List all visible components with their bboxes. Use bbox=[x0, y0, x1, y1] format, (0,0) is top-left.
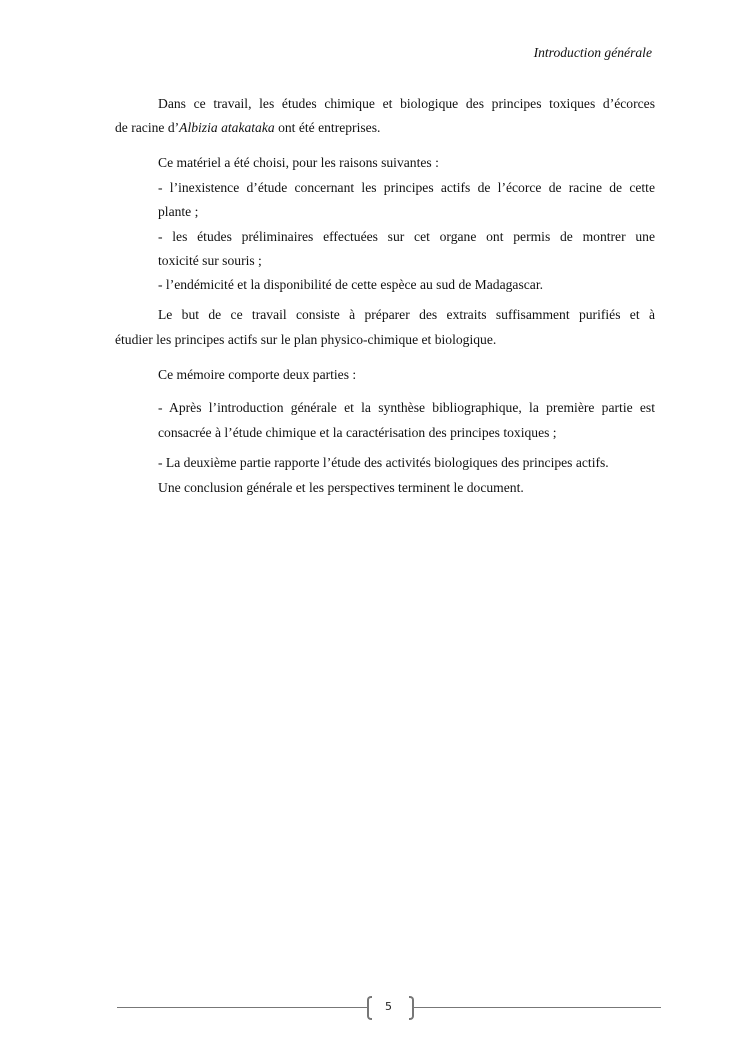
species-name: Albizia atakataka bbox=[179, 120, 275, 135]
page-number: 5 bbox=[385, 1000, 392, 1013]
list-item-line: - La deuxième partie rapporte l’étude des activités biologiques des principes actifs. bbox=[158, 455, 609, 470]
list-item-line: - les études préliminaires effectuées sur cet organe ont permis de montrer une bbox=[158, 229, 655, 244]
footer-rule bbox=[414, 1007, 661, 1008]
paragraph-line: Le but de ce travail consiste à préparer des extraits suffisamment purifiés et à bbox=[158, 307, 655, 322]
list-item-line: toxicité sur souris ; bbox=[158, 253, 262, 268]
paragraph-line bbox=[115, 120, 380, 136]
text: de racine d’ bbox=[115, 120, 180, 135]
paragraph-line: Une conclusion générale et les perspectives terminent le document. bbox=[158, 480, 524, 495]
paragraph-line: Ce matériel a été choisi, pour les raisons suivantes : bbox=[158, 155, 439, 170]
list-item-line: consacrée à l’étude chimique et la caractérisation des principes toxiques ; bbox=[158, 425, 557, 440]
list-item-line: - l’endémicité et la disponibilité de cette espèce au sud de Madagascar. bbox=[158, 277, 543, 292]
text: ont été entreprises. bbox=[274, 120, 381, 135]
paragraph-line: Dans ce travail, les études chimique et biologique des principes toxiques d’écorces bbox=[158, 96, 655, 111]
footer-rule bbox=[117, 1007, 367, 1008]
list-item-line: - Après l’introduction générale et la synthèse bibliographique, la première partie est bbox=[158, 400, 655, 415]
paragraph-line: étudier les principes actifs sur le plan physico-chimique et biologique. bbox=[115, 332, 497, 347]
paragraph-line: Ce mémoire comporte deux parties : bbox=[158, 367, 357, 382]
list-item-line: - l’inexistence d’étude concernant les principes actifs de l’écorce de racine de cette bbox=[158, 180, 655, 195]
list-item-line: plante ; bbox=[158, 204, 199, 219]
running-header: Introduction générale bbox=[533, 45, 652, 60]
right-bracket bbox=[409, 996, 414, 1020]
left-bracket bbox=[367, 996, 372, 1020]
